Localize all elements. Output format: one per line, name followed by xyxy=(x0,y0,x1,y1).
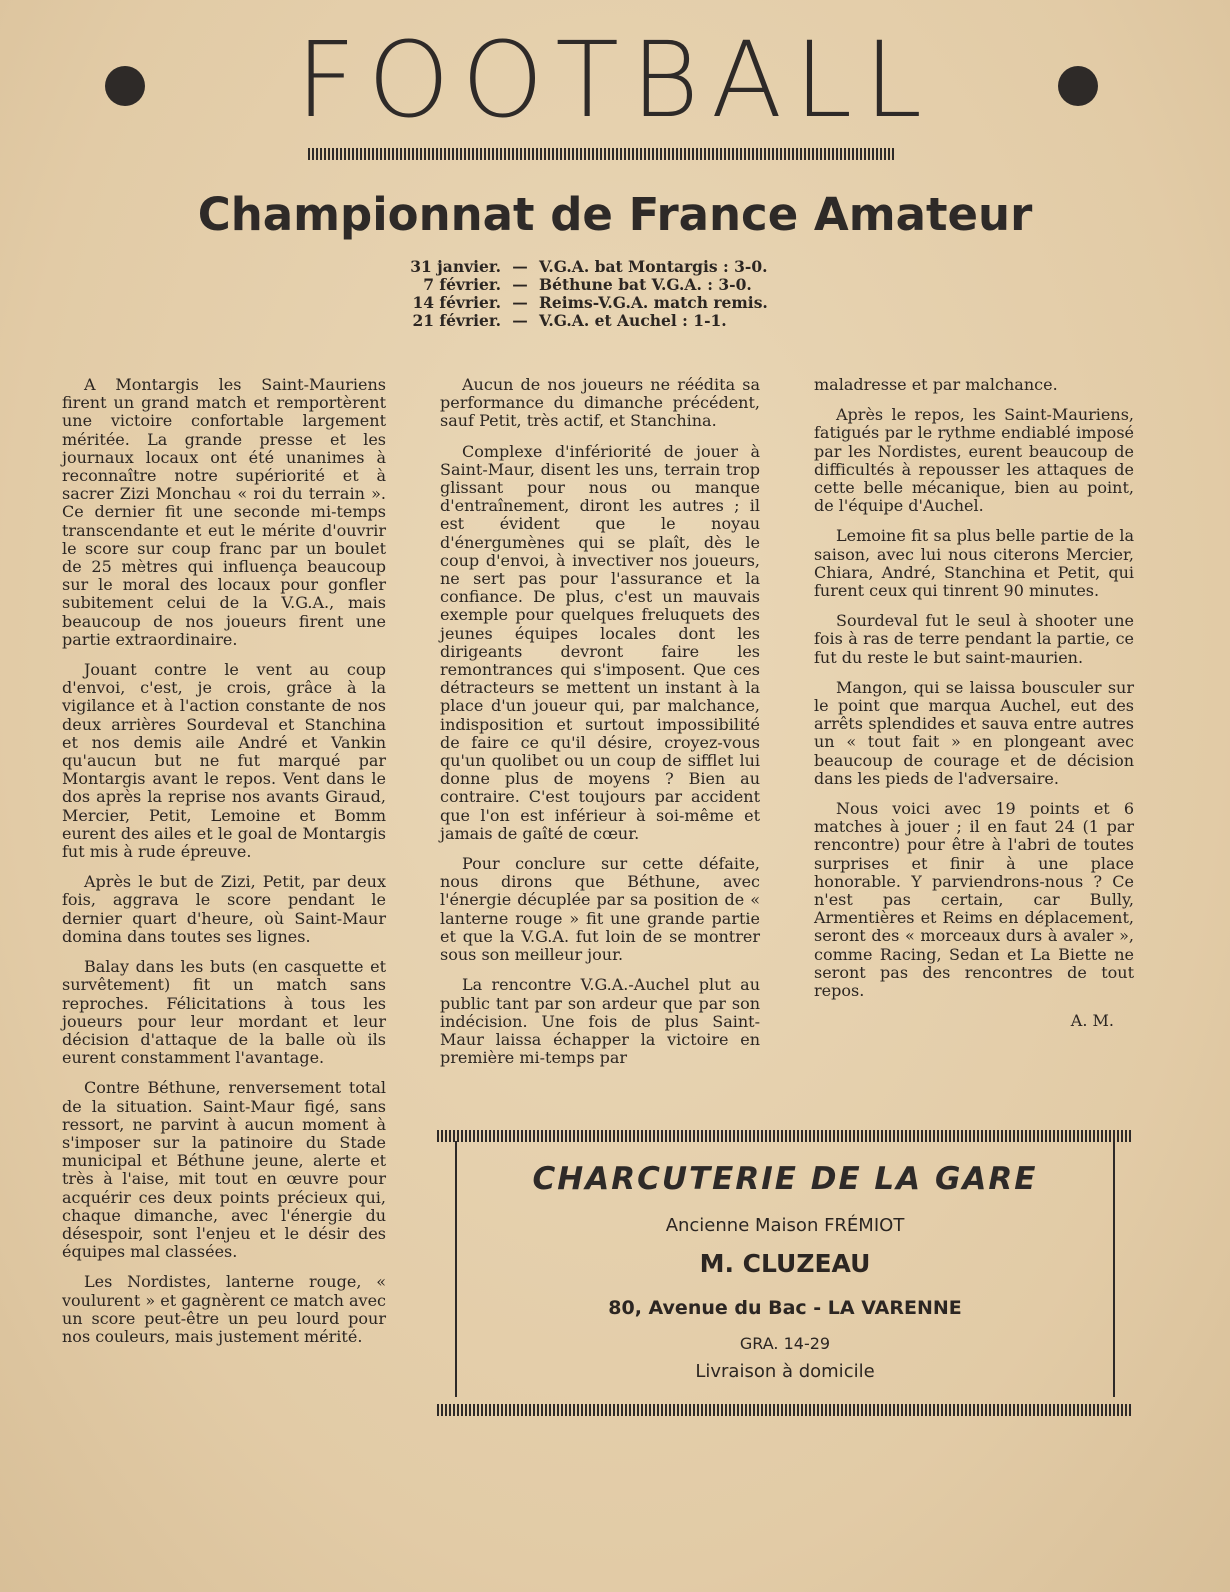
result-date: 31 janvier. xyxy=(410,257,501,276)
paragraph: Lemoine fit sa plus belle partie de la saison, avec lui nous citerons Mercier, Chiara, André, Stanchina et Petit, qui furent ceux qui tinrent 90 minutes. xyxy=(814,526,1134,601)
result-date: 14 février. xyxy=(412,293,501,312)
section-subtitle: Championnat de France Amateur xyxy=(197,188,1033,241)
result-dash: — xyxy=(512,311,528,330)
page-title: FOOTBALL xyxy=(295,19,935,141)
result-row xyxy=(403,276,823,294)
result-text: V.G.A. bat Montargis : 3-0. xyxy=(539,257,768,276)
paragraph: Après le repos, les Saint-Mauriens, fatigués par le rythme endiablé imposé par les Nordistes, eurent beaucoup de difficultés à repousser les attaques de cette belle mécanique, bien au point, de l'équipe d'Auchel. xyxy=(814,405,1134,516)
ad-rule-bottom xyxy=(437,1404,1133,1416)
result-dash: — xyxy=(512,275,528,294)
ad-shop-name: CHARCUTERIE DE LA GARE xyxy=(532,1161,1038,1197)
advertisement-box xyxy=(455,1141,1115,1397)
paragraph: Jouant contre le vent au coup d'envoi, c'est, je crois, grâce à la vigilance et à l'action constante de nos deux arrières Sourdeval et Stanchina et nos demis aile André et Vankin qu'aucun but ne fut marqué par Montargis avant le repos. Vent dans le dos après la reprise nos avants Giraud, Mercier, Petit, Lemoine et Bomm eurent des ailes et le goal de Montargis fut mis à rude épreuve. xyxy=(62,660,386,862)
paragraph: La rencontre V.G.A.-Auchel plut au public tant par son ardeur que par son indécision. Une fois de plus Saint-Maur laissa échapper la victoire en première mi-temps par xyxy=(440,975,760,1068)
paragraph: Complexe d'infériorité de jouer à Saint-Maur, disent les uns, terrain trop glissant pour nous ou manque d'entraînement, diront les autres ; il est évident que le noyau d'énergumènes qui se plaît, dès le coup d'envoi, à invectiver nos joueurs, ne sert pas pour l'assurance et la confiance. De plus, c'est un mauvais exemple pour quelques freluquets des jeunes équipes locales dont les dirigeants devront faire les remontrances qui s'imposent. Que ces détracteurs se mettent un instant à la place d'un joueur qui, par malchance, indisposition et surtout impossibilité de faire ce qu'il désire, croyez-vous qu'un quolibet ou un coup de sifflet lui donne plus de moyens ? Bien au contraire. C'est toujours par accident que l'on est inférieur à soi-même et jamais de gaîté de cœur. xyxy=(440,441,760,843)
result-row xyxy=(403,294,823,312)
result-row xyxy=(403,312,823,330)
title-rule xyxy=(308,148,896,160)
paragraph: Contre Béthune, renversement total de la situation. Saint-Maur figé, sans ressort, ne parvint à aucun moment à s'imposer sur la patinoire du Stade municipal et Béthune jeune, alerte et très à l'aise, mit tout en œuvre pour acquérir ces deux points précieux qui, chaque dimanche, avec l'énergie du désespoir, sont l'enjeu et le désir des équipes mal classées. xyxy=(62,1078,386,1262)
author-signature: A. M. xyxy=(1070,1011,1114,1031)
article-column-2 xyxy=(440,376,760,1079)
result-dash: — xyxy=(512,293,528,312)
results-list xyxy=(403,258,823,330)
paragraph: Nous voici avec 19 points et 6 matches à jouer ; il en faut 24 (1 par rencontre) pour être à l'abri de toutes surprises et finir à une place honorable. Y parviendrons-nous ? Ce n'est pas certain, car Bully, Armentières et Reims en déplacement, seront des « morceaux durs à avaler », comme Racing, Sedan et La Biette ne seront pas des rencontres de tout repos. xyxy=(814,799,1134,1001)
result-text: Béthune bat V.G.A. : 3-0. xyxy=(539,275,752,294)
ad-phone: GRA. 14-29 xyxy=(739,1334,831,1353)
ad-delivery: Livraison à domicile xyxy=(695,1361,875,1382)
ad-owner: M. CLUZEAU xyxy=(699,1249,871,1278)
paragraph: Pour conclure sur cette défaite, nous dirons que Béthune, avec l'énergie décuplée par sa position de « lanterne rouge » fit une grande partie et que la V.G.A. fut loin de se montrer sous son meilleur jour. xyxy=(440,854,760,965)
paragraph: Balay dans les buts (en casquette et survêtement) fit un match sans reproches. Félicitations à tous les joueurs pour leur mordant et leur décision d'attaque de la balle où ils eurent constamment l'avantage. xyxy=(62,957,386,1068)
article-column-3 xyxy=(814,376,1134,1031)
ad-address: 80, Avenue du Bac - LA VARENNE xyxy=(608,1297,962,1319)
paragraph: Aucun de nos joueurs ne réédita sa performance du dimanche précédent, sauf Petit, très actif, et Stanchina. xyxy=(440,375,760,431)
result-dash: — xyxy=(512,257,528,276)
paragraph: Mangon, qui se laissa bousculer sur le point que marqua Auchel, eut des arrêts splendides et sauva entre autres un « tout fait » en plongeant avec beaucoup de courage et de décision dans les pieds de l'adversaire. xyxy=(814,677,1134,788)
result-date: 21 février. xyxy=(412,311,501,330)
paragraph: Les Nordistes, lanterne rouge, « voulurent » et gagnèrent ce match avec un score peut-être un peu lourd pour nos couleurs, mais justement mérité. xyxy=(62,1272,386,1346)
article-column-1 xyxy=(62,376,386,1358)
paragraph: Sourdeval fut le seul à shooter une fois à ras de terre pendant la partie, ce fut du reste le but saint-maurien. xyxy=(814,611,1134,667)
result-date: 7 février. xyxy=(423,275,501,294)
result-text: Reims-V.G.A. match remis. xyxy=(539,293,768,312)
result-text: V.G.A. et Auchel : 1-1. xyxy=(539,311,727,330)
paragraph: A Montargis les Saint-Mauriens firent un grand match et remportèrent une victoire confortable largement méritée. La grande presse et les journaux locaux ont été unanimes à reconnaître notre supériorité et à sacrer Zizi Monchau « roi du terrain ». Ce dernier fit une seconde mi-temps transcendante et eut le mérite d'ouvrir le score sur coup franc par un boulet de 25 mètres qui influença beaucoup sur le moral des locaux pour gonfler subitement celui de la V.G.A., mais beaucoup de nos joueurs firent une partie extraordinaire. xyxy=(62,375,386,649)
paragraph: Après le but de Zizi, Petit, par deux fois, aggrava le score pendant le dernier quart d'heure, où Saint-Maur domina dans toutes ses lignes. xyxy=(62,872,386,946)
result-row xyxy=(403,258,823,276)
paragraph-continuation: maladresse et par malchance. xyxy=(814,375,1058,394)
ad-subtitle: Ancienne Maison FRÉMIOT xyxy=(665,1215,905,1236)
